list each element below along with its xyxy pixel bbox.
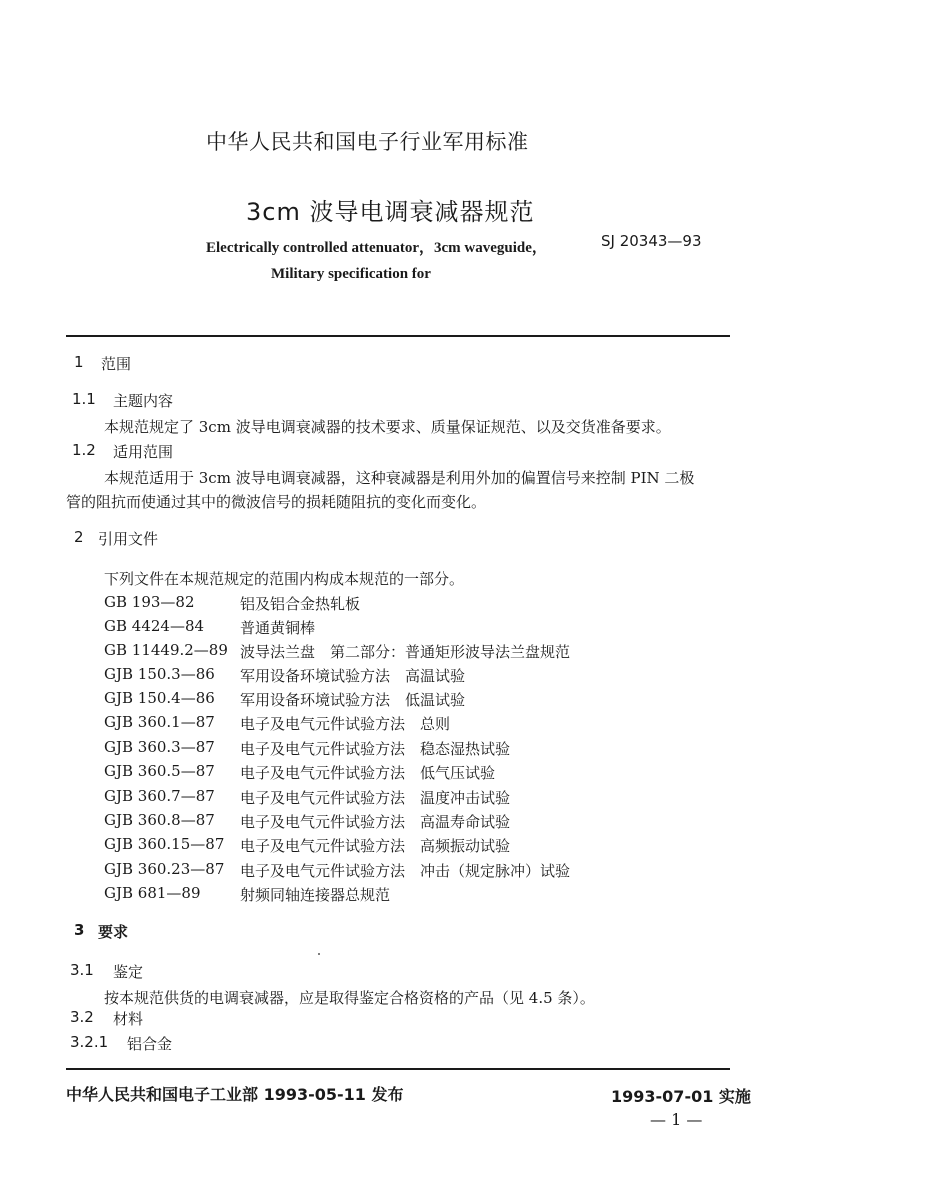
- reference-code: GB 4424—84: [104, 617, 205, 635]
- section-3-1-text: 按本规范供货的电调衰减器，应是取得鉴定合格资格的产品（见 4.5 条）。: [104, 989, 595, 1007]
- effective-date: 1993-07-01 实施: [611, 1087, 751, 1106]
- reference-code: GJB 360.1—87: [104, 713, 215, 731]
- section-1-1-text: 本规范规定了 3cm 波导电调衰减器的技术要求、质量保证规范、以及交货准备要求。: [104, 418, 671, 436]
- section-1-2-text-line1: 本规范适用于 3cm 波导电调衰减器，这种衰减器是利用外加的偏置信号来控制 PIN 二极: [104, 469, 695, 487]
- reference-title: 波导法兰盘 第二部分：普通矩形波导法兰盘规范: [240, 643, 571, 661]
- section-2-title: 引用文件: [98, 530, 159, 548]
- reference-code: GJB 150.4—86: [104, 689, 215, 707]
- reference-code: GJB 360.5—87: [104, 762, 215, 780]
- section-1-2-number: 1.2: [72, 441, 96, 459]
- reference-code: GB 193—82: [104, 593, 195, 611]
- org-standard-heading: 中华人民共和国电子行业军用标准: [206, 130, 529, 154]
- section-3-title: 要求: [98, 923, 129, 941]
- section-3-1-number: 3.1: [70, 961, 94, 979]
- section-3-1-title: 鉴定: [113, 963, 144, 981]
- section-1-1-title: 主题内容: [113, 392, 174, 410]
- section-1-1-number: 1.1: [72, 390, 96, 408]
- reference-code: GB 11449.2—89: [104, 641, 228, 659]
- english-title-line1: Electrically controlled attenuator，3cm waveguide，: [206, 240, 547, 256]
- reference-title: 电子及电气元件试验方法 低气压试验: [240, 764, 496, 782]
- reference-code: GJB 360.7—87: [104, 787, 215, 805]
- issue-date: 中华人民共和国电子工业部 1993-05-11 发布: [66, 1085, 404, 1104]
- reference-title: 射频同轴连接器总规范: [240, 886, 391, 904]
- reference-title: 电子及电气元件试验方法 稳态湿热试验: [240, 740, 511, 758]
- reference-code: GJB 360.15—87: [104, 835, 225, 853]
- reference-title: 电子及电气元件试验方法 温度冲击试验: [240, 789, 511, 807]
- section-1-title: 范围: [101, 355, 132, 373]
- section-3-2-title: 材料: [113, 1010, 144, 1028]
- reference-title: 电子及电气元件试验方法 总则: [240, 715, 451, 733]
- reference-code: GJB 360.23—87: [104, 860, 225, 878]
- section-2-intro: 下列文件在本规范规定的范围内构成本规范的一部分。: [104, 570, 465, 588]
- reference-title: 军用设备环境试验方法 高温试验: [240, 667, 466, 685]
- reference-title: 军用设备环境试验方法 低温试验: [240, 691, 466, 709]
- reference-title: 电子及电气元件试验方法 高温寿命试验: [240, 813, 511, 831]
- document-title: 3cm 波导电调衰减器规范: [246, 198, 535, 226]
- reference-title: 普通黄铜棒: [240, 619, 316, 637]
- section-1-2-text-line2: 管的阻抗而使通过其中的微波信号的损耗随阻抗的变化而变化。: [66, 493, 487, 511]
- section-3-number: 3: [74, 921, 85, 939]
- header-divider: [66, 335, 730, 337]
- reference-code: GJB 360.8—87: [104, 811, 215, 829]
- page-number: — 1 —: [650, 1110, 703, 1129]
- section-3-2-number: 3.2: [70, 1008, 94, 1026]
- reference-title: 电子及电气元件试验方法 冲击（规定脉冲）试验: [240, 862, 571, 880]
- section-1-2-title: 适用范围: [113, 443, 174, 461]
- reference-code: GJB 360.3—87: [104, 738, 215, 756]
- footer-divider: [66, 1068, 730, 1070]
- section-3-2-1-title: 铝合金: [127, 1035, 173, 1053]
- section-2-number: 2: [74, 528, 84, 546]
- reference-title: 电子及电气元件试验方法 高频振动试验: [240, 837, 511, 855]
- reference-title: 铝及铝合金热轧板: [240, 595, 361, 613]
- scan-speck: [318, 953, 320, 955]
- english-title-line2: Military specification for: [271, 266, 431, 282]
- reference-code: GJB 681—89: [104, 884, 201, 902]
- reference-code: GJB 150.3—86: [104, 665, 215, 683]
- section-3-2-1-number: 3.2.1: [70, 1033, 109, 1051]
- standard-code: SJ 20343—93: [601, 232, 702, 250]
- section-1-number: 1: [74, 353, 84, 371]
